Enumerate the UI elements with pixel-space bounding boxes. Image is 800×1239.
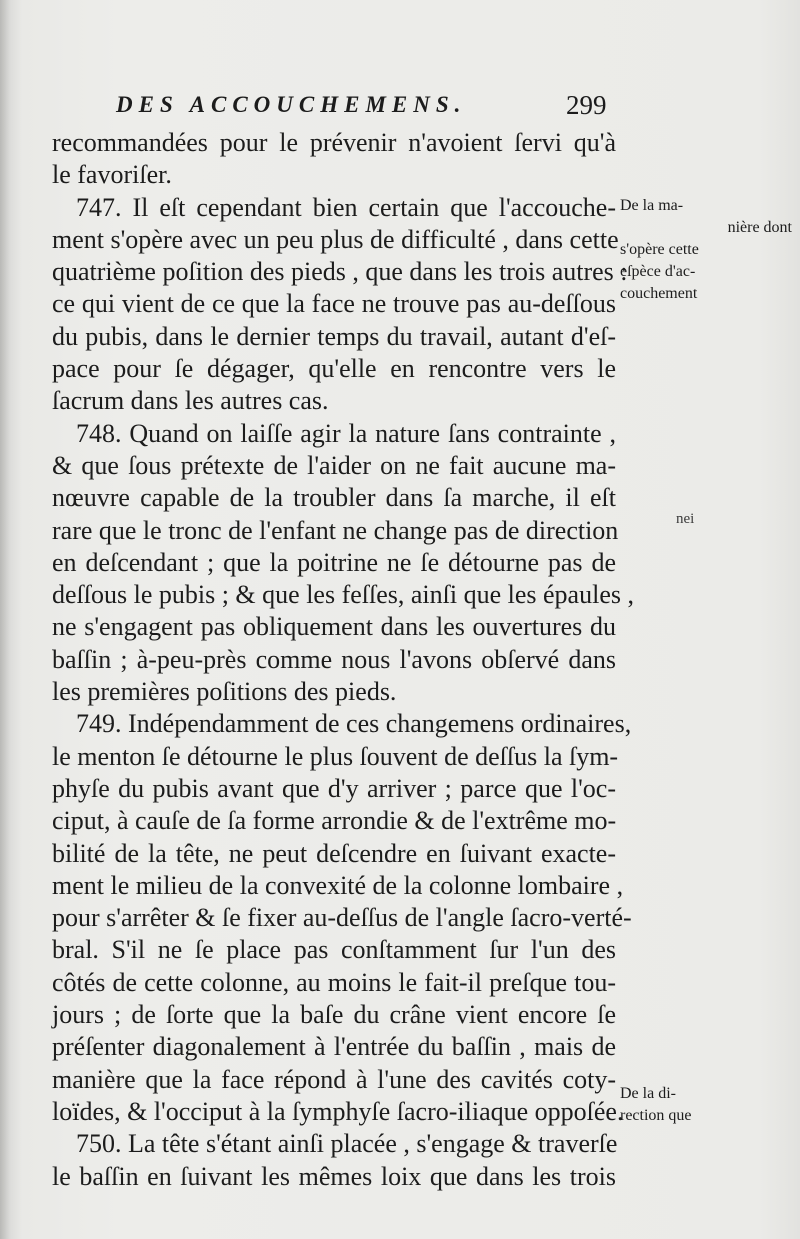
text-line: bral. S'il ne ſe place pas conſtamment ſur l'un des [52, 935, 616, 965]
margin-note-line: eſpèce d'ac- [620, 263, 696, 280]
text-line: le favoriſer. [52, 160, 172, 190]
text-line: quatrième poſition des pieds , que dans les trois autres : [52, 257, 628, 287]
margin-note-direction [620, 1083, 792, 1127]
text-line: loïdes, & l'occiput à la ſymphyſe ſacro-iliaque oppoſée. [52, 1096, 624, 1126]
text-line: ſacrum dans les autres cas. [52, 386, 329, 416]
text-line: jours ; de ſorte que la baſe du crâne vient encore ſe [52, 1000, 616, 1030]
text-line: & que ſous prétexte de l'aider on ne fait aucune ma- [52, 450, 616, 480]
text-line: ment s'opère avec un peu plus de difficulté , dans cette [52, 224, 619, 254]
margin-note-line: nière dont [727, 219, 792, 236]
margin-note-line: s'opère cette [620, 241, 699, 258]
margin-note-line: De la di- [620, 1085, 676, 1102]
text-line: côtés de cette colonne, au moins le fait-il preſque tou- [52, 967, 616, 997]
text-line: le menton ſe détourne le plus ſouvent de deſſus la ſym- [52, 741, 619, 771]
margin-note-maniere [620, 195, 792, 305]
text-line: ne s'engagent pas obliquement dans les ouvertures du [52, 612, 616, 642]
margin-note-line: rection que [620, 1107, 692, 1124]
text-line: préſenter diagonalement à l'entrée du baſſin , mais de [52, 1032, 616, 1062]
text-line: phyſe du pubis avant que d'y arriver ; parce que l'oc- [52, 773, 616, 803]
running-title: DES ACCOUCHEMENS. [116, 92, 467, 117]
text-line: en deſcendant ; que la poitrine ne ſe détourne pas de [52, 547, 616, 577]
text-line: deſſous le pubis ; & que les feſſes, ainſi que les épaules , [52, 580, 634, 610]
text-line: recommandées pour le prévenir n'avoient ſervi qu'à [52, 128, 616, 157]
margin-note-fragment: nei [676, 511, 695, 527]
text-line: baſſin ; à-peu-près comme nous l'avons obſervé dans [52, 644, 616, 674]
page-number: 299 [566, 90, 607, 120]
text-line: ce qui vient de ce que la face ne trouve pas au-deſſous [52, 289, 616, 319]
paragraph-748-start: 748. Quand on laiſſe agir la nature ſans contrainte , [76, 418, 616, 448]
margin-note-line: couchement [620, 285, 698, 302]
text-line: rare que le tronc de l'enfant ne change pas de direction [52, 515, 619, 545]
paragraph-750-start: 750. La tête s'étant ainſi placée , s'engage & traverſe [76, 1129, 618, 1159]
body-text [52, 127, 634, 1193]
text-line: pour s'arrêter & ſe fixer au-deſſus de l'angle ſacro-verté- [52, 903, 632, 933]
text-line: ment le milieu de la convexité de la colonne lombaire , [52, 870, 624, 900]
text-line: le baſſin en ſuivant les mêmes loix que dans les trois [52, 1161, 616, 1191]
paragraph-749-start: 749. Indépendamment de ces changemens ordinaires, [76, 709, 632, 739]
text-line: du pubis, dans le dernier temps du travail, autant d'eſ- [52, 321, 616, 351]
margin-note-line: De la ma- [620, 197, 684, 214]
paragraph-747-start: 747. Il eſt cependant bien certain que l'accouche- [76, 192, 616, 222]
text-line: nœuvre capable de la troubler dans ſa marche, il eſt [52, 483, 616, 513]
text-line: les premières poſitions des pieds. [52, 677, 397, 707]
text-line: bilité de la tête, ne peut deſcendre en ſuivant exacte- [52, 838, 616, 868]
text-line: manière que la face répond à l'une des cavités coty- [52, 1064, 616, 1094]
text-line: pace pour ſe dégager, qu'elle en rencontre vers le [52, 354, 616, 384]
text-line: ciput, à cauſe de ſa forme arrondie & de l'extrême mo- [52, 806, 617, 836]
